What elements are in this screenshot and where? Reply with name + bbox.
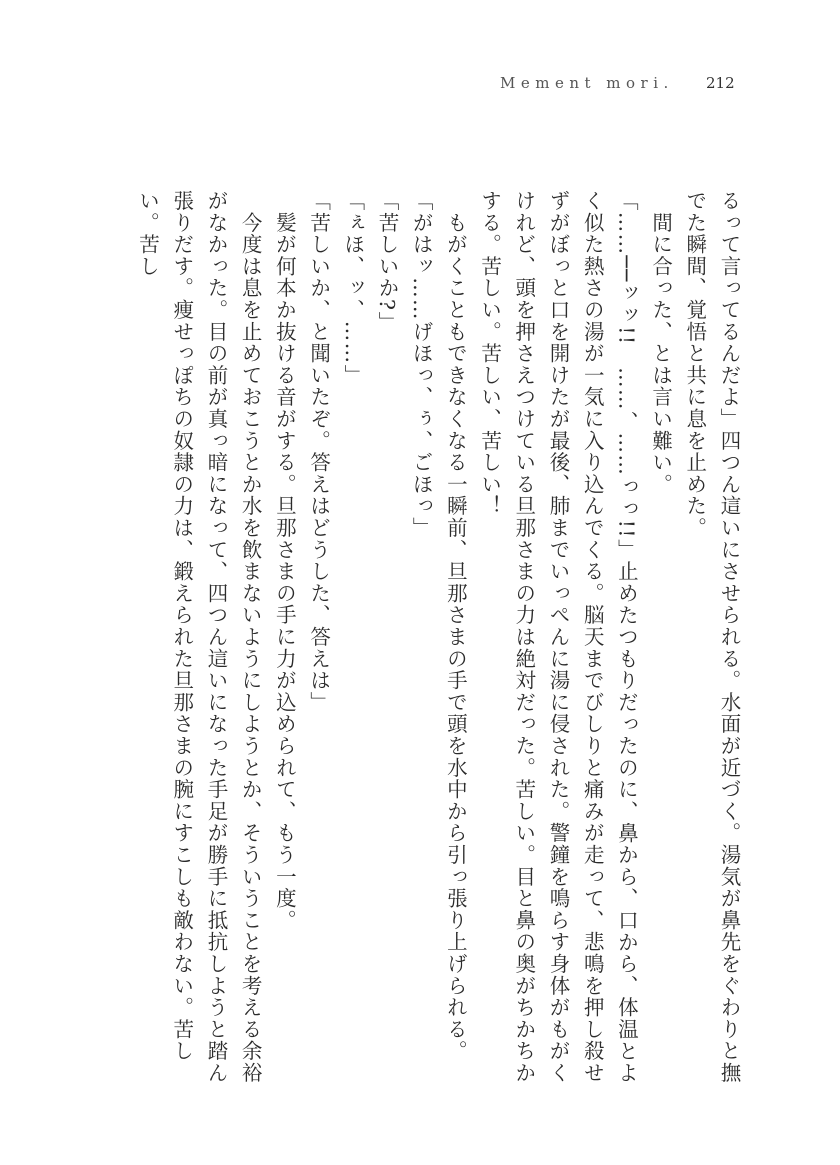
paragraph: 「苦しいか、と聞いたぞ。答えはどうした、答えは」	[306, 190, 331, 714]
paragraph: るって言ってるんだよ」四つん這いにさせられる。水面が近づく。湯気が鼻先をぐわりと撫でた瞬間、覚悟と共に息を止めた。	[682, 190, 741, 1084]
running-title: Mement mori.	[500, 74, 674, 92]
paragraph: 「苦しいか?」	[374, 190, 399, 334]
paragraph: 髪が何本か抜ける音がする。旦那さまの手に力が込められて、もう一度。	[272, 190, 297, 932]
paragraph: もがくこともできなくなる一瞬前、旦那さまの手で頭を水中から引っ張り上げられる。	[443, 190, 468, 1062]
paragraph: 「……──ッッ!! ……、……っっ!!」止めたつもりだったのに、鼻から、口から、体温とよく似た熱さの湯が一気に入り込んでくる。脳天までびしりと痛みが走って、悲鳴を押し殺せずがぼっと口を開けたが最後、肺までいっぺんに湯に侵された。警鐘を鳴らす身体がもがくけれど、頭を押さえつけている旦那さまの力は絶対だった。苦しい。目と鼻の奥がちかちかする。苦しい。苦しい、苦しい！	[477, 190, 639, 1084]
paragraph: 「ぇほ、ッ、……」	[340, 190, 365, 387]
body-text	[118, 190, 746, 1085]
paragraph: 今度は息を止めておこうとか水を飲まないようにしようとか、そういうことを考える余裕がなかった。目の前が真っ暗になって、四つん這いになった手足が勝手に抵抗しようと踏ん張りだす。痩せっぽちの奴隷の力は、鍛えられた旦那さまの腕にすこしも敵わない。苦しい。苦し	[135, 190, 263, 1084]
page-number: 212	[706, 74, 735, 92]
paragraph: 間に合った、とは言い難い。	[648, 190, 673, 496]
paragraph: 「がはッ……げほっ、ぅ、ごほっ」	[409, 190, 434, 539]
